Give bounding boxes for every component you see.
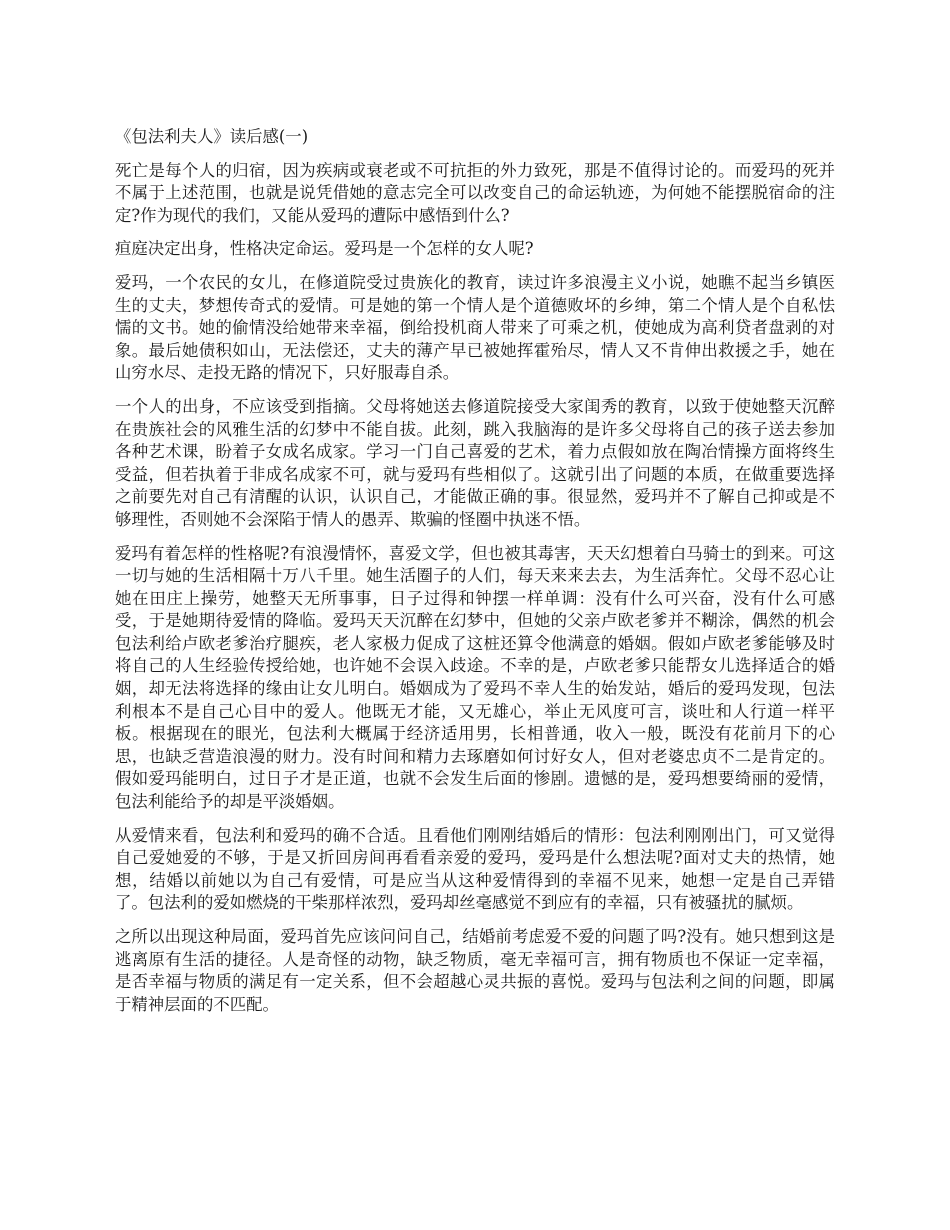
document-title: 《包法利夫人》读后感(一) <box>115 127 309 146</box>
paragraph-3: 爱玛，一个农民的女儿，在修道院受过贵族化的教育，读过许多浪漫主义小说，她瞧不起当乡镇医生的丈夫，梦想传奇式的爱情。可是她的第一个情人是个道德败坏的乡绅，第二个情人是个自私怯懦的文书。她的偷情没给她带来幸福，倒给投机商人带来了可乘之机，使她成为高利贷者盘剥的对象。最后她债积如山，无法偿还，丈夫的薄产早已被她挥霍殆尽，情人又不肯伸出救援之手，她在山穷水尽、走投无路的情况下，只好服毒自杀。 <box>115 272 835 383</box>
paragraph-6: 从爱情来看，包法利和爱玛的确不合适。且看他们刚刚结婚后的情形：包法利刚刚出门，可又觉得自己爱她爱的不够，于是又折回房间再看看亲爱的爱玛，爱玛是什么想法呢?面对丈夫的热情，她想，结婚以前她以为自己有爱情，可是应当从这种爱情得到的幸福不见来，她想一定是自己弄错了。包法利的爱如燃烧的干柴那样浓烈，爱玛却丝毫感觉不到应有的幸福，只有被骚扰的腻烦。 <box>115 825 835 913</box>
paragraph-4: 一个人的出身，不应该受到指摘。父母将她送去修道院接受大家闺秀的教育，以致于使她整天沉醉在贵族社会的风雅生活的幻梦中不能自拔。此刻，跳入我脑海的是许多父母将自己的孩子送去参加各种艺术课，盼着子女成名成家。学习一门自己喜爱的艺术，着力点假如放在陶冶情操方面将终生受益，但若执着于非成名成家不可，就与爱玛有些相似了。这就引出了问题的本质，在做重要选择之前要先对自己有清醒的认识，认识自己，才能做正确的事。很显然，爱玛并不了解自己抑或是不够理性，否则她不会深陷于情人的愚弄、欺骗的怪圈中执迷不悟。 <box>115 396 835 529</box>
paragraph-7: 之所以出现这种局面，爱玛首先应该问问自己，结婚前考虑爱不爱的问题了吗?没有。她只想到这是逃离原有生活的捷径。人是奇怪的动物，缺乏物质，毫无幸福可言，拥有物质也不保证一定幸福，是否幸福与物质的满足有一定关系，但不会超越心灵共振的喜悦。爱玛与包法利之间的问题，即属于精神层面的不匹配。 <box>115 927 835 1014</box>
paragraph-1: 死亡是每个人的归宿，因为疾病或衰老或不可抗拒的外力致死，那是不值得讨论的。而爱玛的死并不属于上述范围，也就是说凭借她的意志完全可以改变自己的命运轨迹，为何她不能摆脱宿命的注定?作为现代的我们，又能从爱玛的遭际中感悟到什么? <box>115 160 835 225</box>
document-page <box>115 126 835 1027</box>
paragraph-5: 爱玛有着怎样的性格呢?有浪漫情怀，喜爱文学，但也被其毒害，天天幻想着白马骑士的到来。可这一切与她的生活相隔十万八千里。她生活圈子的人们，每天来来去去，为生活奔忙。父母不忍心让她在田庄上操劳，她整天无所事事，日子过得和钟摆一样单调：没有什么可兴奋，没有什么可感受，于是她期待爱情的降临。爱玛天天沉醉在幻梦中，但她的父亲卢欧老爹并不糊涂，偶然的机会包法利给卢欧老爹治疗腿疾，老人家极力促成了这桩还算令他满意的婚姻。假如卢欧老爹能够及时将自己的人生经验传授给她，也许她不会误入歧途。不幸的是，卢欧老爹只能帮女儿选择适合的婚姻，却无法将选择的缘由让女儿明白。婚姻成为了爱玛不幸人生的始发站，婚后的爱玛发现，包法利根本不是自己心目中的爱人。他既无才能，又无雄心，举止无风度可言，谈吐和人行道一样平板。根据现在的眼光，包法利大概属于经济适用男，长相普通，收入一般，既没有花前月下的心思，也缺乏营造浪漫的财力。没有时间和精力去琢磨如何讨好女人，但对老婆忠贞不二是肯定的。假如爱玛能明白，过日子才是正道，也就不会发生后面的惨剧。遗憾的是，爱玛想要绮丽的爱情，包法利能给予的却是平淡婚姻。 <box>115 543 835 812</box>
paragraph-2: 疸庭决定出身，性格决定命运。爱玛是一个怎样的女人呢? <box>115 239 534 259</box>
